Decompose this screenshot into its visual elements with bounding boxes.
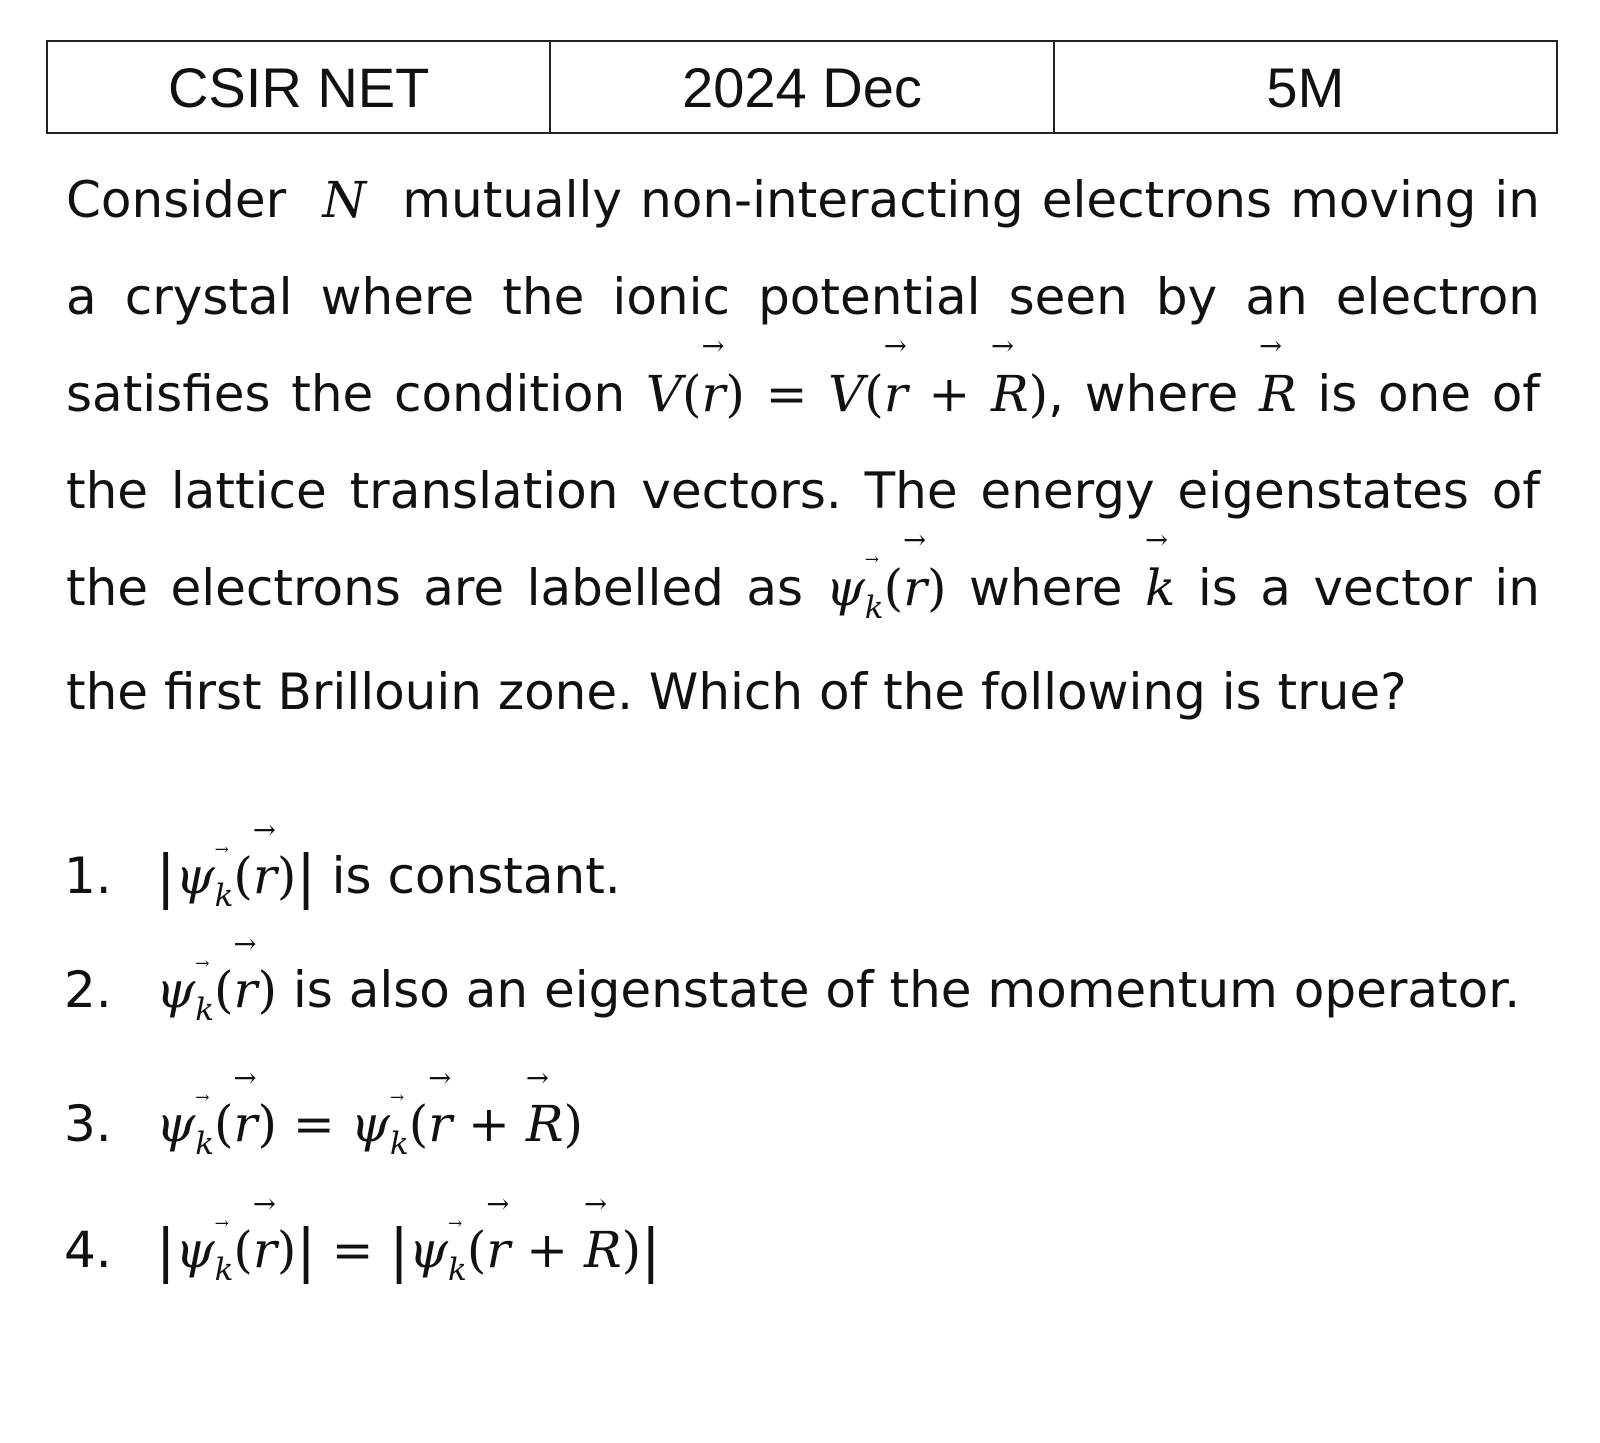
option-text: is constant. [331,847,621,905]
question-part-2: mutually non-interacting electrons moving in a crystal where the ionic potential seen by an electron satisfies the condition [66,171,1540,423]
math-periodic-potential: V(→ r) = V(→ r + → R) [646,365,1048,423]
question-part-4: where [1084,365,1239,423]
option-number: 3. [64,1095,112,1153]
math-psi-k-r: ψ→ $_k$(→ r) [156,961,277,1019]
option-4[interactable] [64,1204,1540,1304]
question-text [66,152,1540,741]
marks-cell: 5M [1054,41,1557,133]
exam-name-cell: CSIR NET [47,41,550,133]
option-number: 1. [64,847,112,905]
question-part-7: is a vector in the first Brillouin zone. Which of the following is true? [66,559,1540,721]
question-part-6: where [968,559,1123,617]
math-vector-k: → k [1145,559,1175,617]
option-number: 2. [64,961,112,1019]
option-text: is also an eigenstate of the momentum operator. [292,961,1521,1019]
question-part-1: Consider [66,171,287,229]
option-1[interactable] [64,830,1540,930]
math-abs-psi-periodicity: |ψ→ $_k$(→ r)| = |ψ→ $_k$(→ r + → R)| [156,1221,661,1279]
question-part-3: , [1048,365,1065,423]
exam-session-cell: 2024 Dec [550,41,1053,133]
math-vector-R: → R [1259,365,1297,423]
answer-options [64,830,1540,1304]
option-2[interactable] [64,944,1540,1044]
math-N: N [322,171,367,229]
math-abs-psi: |ψ→ $_k$(→ r)| [156,847,316,905]
option-3[interactable] [64,1078,1540,1178]
question-header-table [46,40,1558,134]
option-number: 4. [64,1221,112,1279]
question-part-5: is one of the lattice translation vectors. The energy eigenstates of the electrons are labelled as [66,365,1540,617]
math-psi-k-r: ψ→ $_k$(→ r) [826,559,947,617]
math-psi-periodicity: ψ→ $_k$(→ r) = ψ→ $_k$(→ r + → R) [156,1095,583,1153]
